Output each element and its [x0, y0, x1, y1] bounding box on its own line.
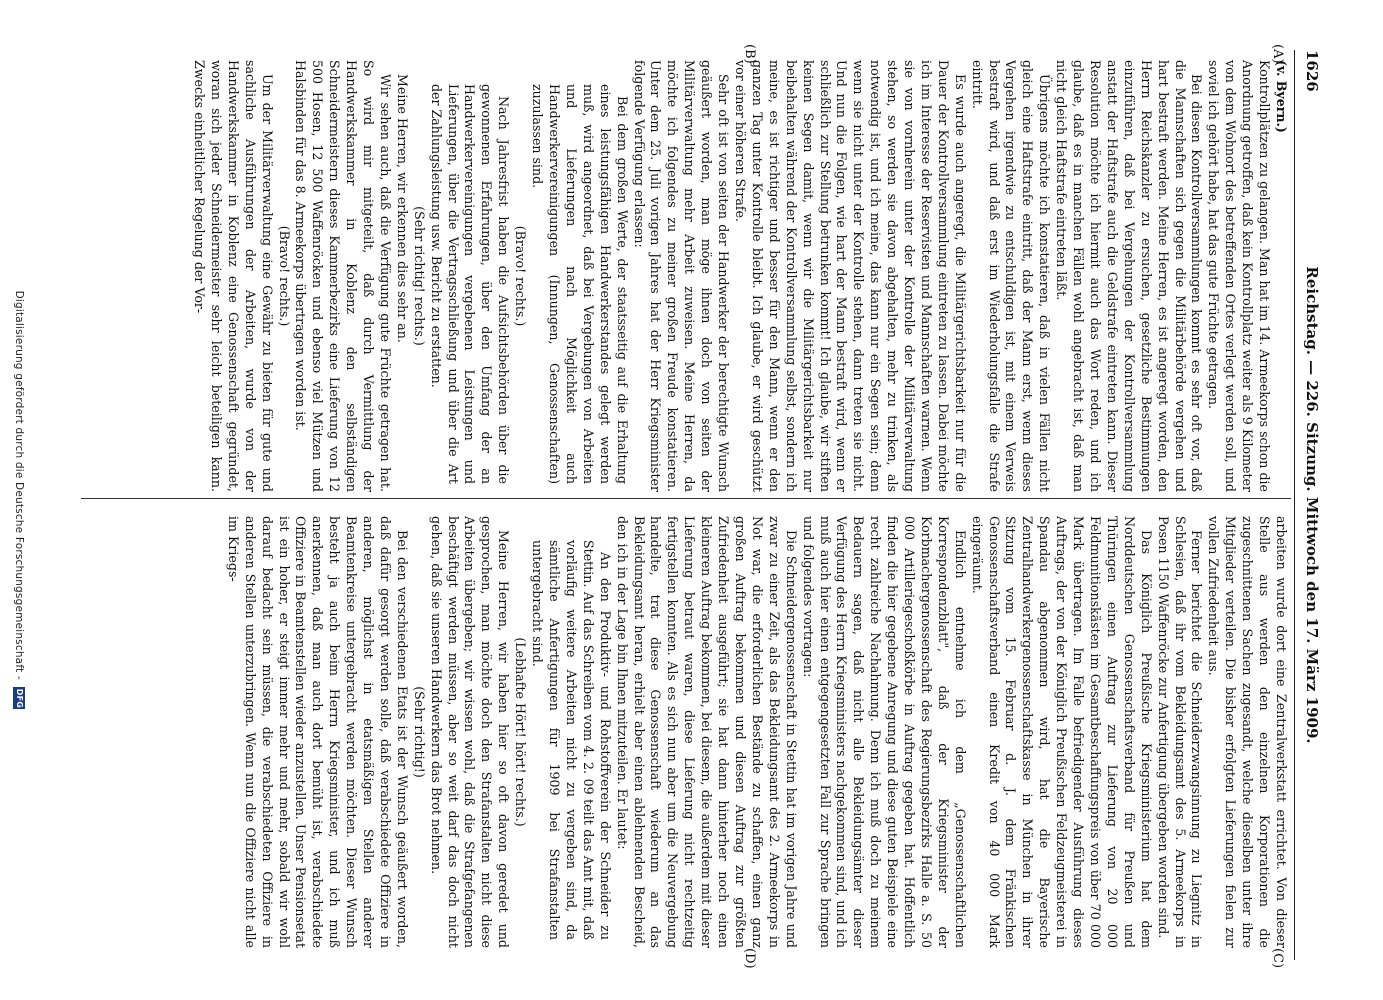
margin-marker-c: (C) [1270, 948, 1285, 969]
paragraph: Wir sehen auch, daß die Verfügung gute Früchte getragen hat. So wird mir mitgeteilt, daß durch Vermittlung der Handwerkskammer in Koblenz den selbständigen Schneidermeistern dieses Kammerbezirks eine Lieferung von 12 500 Hosen, 12 500 Waffenröcken und ebenso viel Mützen und Halsbinden für das 8. Armeekorps übertragen worden ist. [293, 60, 393, 492]
interjection: (Sehr richtig! rechts.) [411, 206, 427, 346]
paragraph: Endlich entnehme ich dem „Genossenschaftlichen Korrespondenzblatt", daß der Kriegsminister der Korbmachergenossenschaft des Regierungsbezirks Halle a. S. 50 000 Artilleriegeschoßkörbe in Auftrag gegeben hat. Hoffentlich finden die hier gegebene Anregung und diese guten Beispiele eine recht zahlreiche Nachahmung. Denn ich muß doch zu meinem Bedauern sagen, daß nicht alle Bekleidungsämter dieser Verfügung des Herrn Kriegsministers nachgekommen sind, und ich muß auch hier einen entgegengesetzten Fall zur Sprache bringen und folgendes vortragen: [800, 516, 968, 948]
quoted-order: Bei dem großen Werte, der staatsseitig auf die Erhaltung eines leistungsfähigen Handwerkerstandes gelegt werden muß, wird angeordnet, daß bei Vergebungen von Arbeiten und Lieferungen nach Möglichkeit auch Handwerkervereinigungen (Innungen, Genossenschaften) zuzulassen sind. [530, 84, 630, 484]
paragraph: Bei den verschiedenen Etats ist der Wunsch geäußert worden, daß dafür gesorgt werden solle, daß verabschiedete Offiziere in anderen, möglichst in etatsmäßigen Stellen anderer Beamtenkreise untergebracht werden möchten. Dieser Wunsch besteht ja auch beim Herrn Kriegsminister, und ich muß anerkennen, daß man auch dort bemüht ist, verabschiedete Offiziere in Beamtenstellen wieder anzustellen. Unser Pensionsetat ist ein hoher, er steigt immer mehr und mehr, sobald wir wohl darauf bedacht sein müssen, die verabschiedeten Offiziere in anderen Stellen unterzubringen. Wenn nun die Offiziere nicht alle im Kriegs- [225, 516, 410, 948]
margin-marker-d: (D) [742, 948, 757, 969]
page-header [1295, 50, 1321, 960]
margin-marker-b: (B) [742, 44, 757, 64]
header-rule [1294, 50, 1295, 960]
paragraph: Sehr oft ist von seiten der Handwerker der berechtigte Wunsch geäußert worden, man möge ihnen doch von seiten der Militärverwaltung mehr Arbeit zuweisen. Meine Herren, da möchte ich folgendes zu meiner großen Freude konstatieren. Unter dem 25. Juli vorigen Jahres hat der Herr Kriegsminister folgende Verfügung erlassen: [631, 60, 732, 492]
paragraph: Ferner berichtet die Schneiderzwangsinnung zu Liegnitz in Schlesien, daß ihr vom Bekleidungsamt des 5. Armeekorps in Posen 1150 Waffenröcke zur Anfertigung übergeben worden sind. [1155, 516, 1205, 948]
paragraph: Die Schneidergenossenschaft in Stettin hat im vorigen Jahre und zwar zu einer Zeit, als das Bekleidungsamt des 2. Armeekorps in Not war, die erforderlichen Bestände zu schaffen, einen ganz großen Auftrag bekommen und diesen Auftrag zur größten Zufriedenheit ausgeführt; sie hat dann hinterher noch einen kleineren Auftrag bekommen, bei diesem, die außerdem mit dieser Lieferung betraut waren, diese Lieferung nicht rechtzeitig fertigstellen konnten. Als es sich nun aber um die Neuvergebung handelte, trat diese Genossenschaft wiederum an das Bekleidungsamt heran, erhielt aber einen ablehnenden Bescheid, den ich in der Lage bin Ihnen mitzuteilen. Er lautet: [614, 516, 799, 948]
paragraph: Übrigens möchte ich konstatieren, daß in vielen Fällen nicht gleich eine Haftstrafe eintritt, daß der Mann erst, wenn dieses Vergehen irgendwie zu entschuldigen ist, mit einem Verweis bestraft wird, und daß erst im Wiederholungsfalle die Strafe eintritt. [969, 60, 1053, 492]
paragraph: Um der Militärverwaltung eine Gewähr zu bieten für gute und sachliche Ausführungen der Arbeiten, wurde von der Handwerkskammer in Koblenz eine Genossenschaft gegründet, woran sich jeder Schneidermeister sehr leicht beteiligen kann. Zwecks einheitlicher Regelung der Vor- [192, 60, 275, 492]
digitization-credit [13, 0, 25, 1000]
paragraph: Meine Herren, wir erkennen dies sehr an. [394, 74, 410, 343]
left-column [79, 60, 1289, 492]
paragraph: Es wurde auch angeregt, die Militärgerichtsbarkeit nur für die Dauer der Kontrollversammlung eintreten zu lassen. Dabei möchte ich im Interesse der Reservisten und Mannschaften warnen. Wenn sie von vornherein unter der Kontrolle der Militärverwaltung stehen, so werden sie davon abgehalten, mehr zu trinken, als notwendig ist, und ich meine, das kann nur ein Segen sein; denn wenn sie nicht unter der Kontrolle stehen, dann treten sie nicht. Und nun die Folgen, wie hart der Mann bestraft wird, wenn er schließlich zur Stellung betrunken kommt! Ich glaube, wir stiften keinen Segen damit, wenn wir die Militärgerichtsbarkeit nur beibehalten während der Kontrollversammlung selbst, sondern ich meine, es ist richtiger und besser für den Mann, wenn er den ganzen Tag unter Kontrolle bleibt. Ich glaube, er wird geschützt vor einer höheren Strafe. [733, 60, 968, 492]
interjection: (Bravo! rechts.) [276, 225, 292, 327]
right-column [79, 516, 1289, 948]
paragraph: arbeiten wurde dort eine Zentralwerkstatt errichtet. Von dieser Stelle aus werden den einzelnen Korporationen die zugeschnittenen Sachen zugesandt, welche dieselben unter ihre Mitglieder verteilen. Die bisher erfolgten Lieferungen fielen zur vollen Zufriedenheit aus. [1206, 516, 1289, 948]
paragraph: Bei diesen Kontrollversammlungen kommt es sehr oft vor, daß die Mannschaften sich gegen die Militärbehörde vergehen und hart bestraft werden. Meine Herren, es ist angeregt worden, den Herrn Reichskanzler zu ersuchen, gesetzliche Bestimmungen einzuführen, daß bei Vergehungen der Kontrollversammlung anstatt der Haftstrafe auch die Geldstrafe eintreten kann. Dieser Resolution möchte ich hiermit auch das Wort reden, und ich glaube, daß es in manchen Fällen wohl angebracht ist, daß man nicht gleich Haftstrafe eintreten läßt. [1054, 60, 1205, 492]
column-divider [81, 498, 1291, 499]
credit-text: Digitalisierung gefördert durch die Deutsche Forschungsgemeinschaft - [13, 290, 25, 680]
speaker-tag: (v. Byern.) [1274, 60, 1289, 133]
interjection: (Sehr richtig!) [411, 686, 427, 778]
quoted-letter: An den Produktiv- und Rohstoffverein der Schneider zu Stettin. Auf das Schreiben vom 4. 2. 09 teilt das Amt mit, daß vorläufig weitere Arbeiten nicht zu vergeben sind, da sämtliche Anfertigungen für 1909 bei Strafanstalten untergebracht sind. [530, 540, 613, 940]
running-title: Reichstag. — 226. Sitzung. Mittwoch den 17. März 1909. [1303, 266, 1321, 744]
dfg-logo-icon: DFG [15, 688, 24, 709]
page-number: 1626 [1303, 50, 1321, 92]
quoted-order: Nach Jahresfrist haben die Aufsichtsbehörden über die gewonnenen Erfahrungen, über den Umfang der an Handwerkervereinigungen vergebenen Leistungen und Lieferungen, über die Vertragsschließung und über die Art der Zahlungsleistung usw. Bericht zu erstatten. [428, 84, 512, 484]
interjection: (Lebhafte Hört! hört! rechts.) [513, 637, 529, 827]
paragraph: Das Königlich Preußische Kriegsministerium hat dem Norddeutschen Genossenschaftsverband für Preußen und Thüringen einen Auftrag zur Lieferung von 20 000 Feldmunitionskästen im Gesamtbeschaffungspreis von über 70 000 Mark übertragen. Im Falle befriedigender Ausführung dieses Auftrags, der von der Königlich Preußischen Feldzeugmeisterei in Spandau abgenommen wird, hat die Bayerische Zentralhandwerkergenossenschaftskasse in München in ihrer Sitzung vom 15. Februar d. J. dem Fränkischen Genossenschaftsverband einen Kredit von 40 000 Mark eingeräumt. [969, 516, 1154, 948]
paragraph: Meine Herren, wir haben hier so oft davon geredet und gesprochen, man möchte doch den Strafanstalten nicht diese Arbeiten übergeben; wir wissen wohl, daß die Strafgefangenen beschäftigt werden müssen, aber so weit darf das doch nicht gehen, daß sie unseren Handwerkern das Brot nehmen. [428, 516, 512, 948]
paragraph: Kontrollplätzen zu gelangen. Man hat im 14. Armeekorps schon die Anordnung getroffen, daß kein Kontrollplatz weiter als 9 Kilometer von dem Wohnort des betreffenden Ortes verlegt werden soll, und soviel ich gehört habe, hat das gute Früchte getragen. [1206, 60, 1273, 492]
interjection: (Bravo! rechts.) [513, 225, 529, 327]
margin-marker-a: (A) [1270, 44, 1285, 64]
